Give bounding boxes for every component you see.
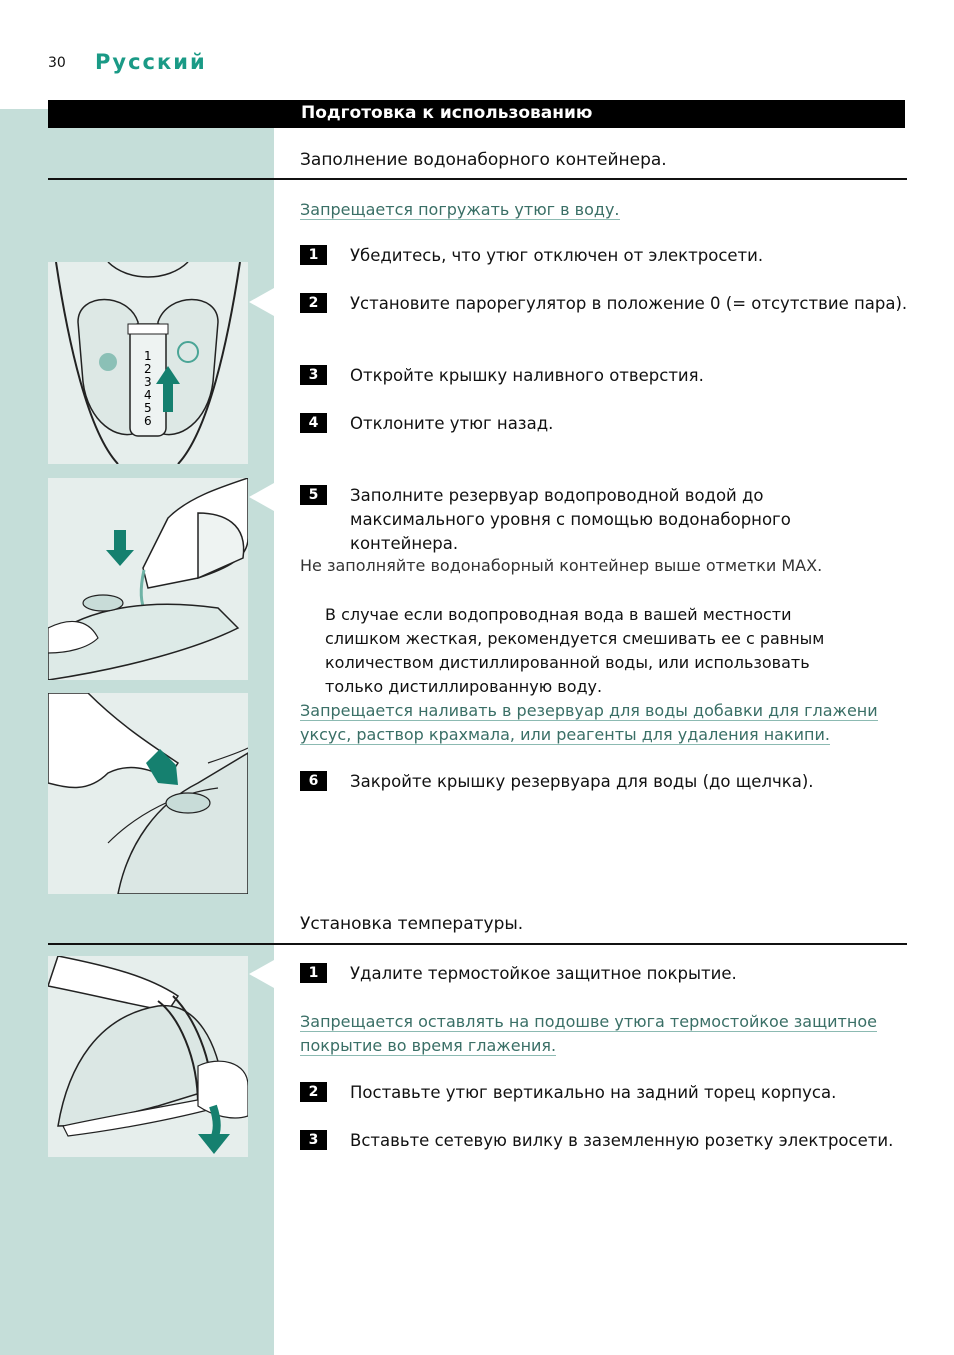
step-text: Поставьте утюг вертикально на задний торец корпуса. xyxy=(350,1083,837,1102)
dial-number: 4 xyxy=(144,388,152,402)
fill-heading: Заполнение водонаборного контейнера. xyxy=(300,150,667,170)
dial-number: 5 xyxy=(144,401,152,415)
warning-cover: Запрещается оставлять на подошве утюга термостойкое защитное покрытие во время глажения. xyxy=(300,1012,877,1055)
tip-hard-water: В случае если водопроводная вода в вашей местности слишком жесткая, рекомендуется смешивать ее с равным количеством дистиллированной воды, или использовать только дистиллированную воду. xyxy=(325,605,825,696)
step-text: Отклоните утюг назад. xyxy=(350,414,554,433)
step-text: Откройте крышку наливного отверстия. xyxy=(350,366,704,385)
close-lid-drawing xyxy=(48,693,248,894)
step-text: Установите парорегулятор в положение 0 (= отсутствие пара). xyxy=(350,294,908,313)
callout-pointer xyxy=(249,483,274,511)
heading-rule xyxy=(48,943,907,945)
step-text: Вставьте сетевую вилку в заземленную розетку электросети. xyxy=(350,1131,894,1150)
step-number: 3 xyxy=(300,1130,327,1150)
step-number: 4 xyxy=(300,413,327,433)
step-text: Заполните резервуар водопроводной водой до максимального уровня с помощью водонаборного контейнера. xyxy=(350,486,791,553)
illustration-steam-dial xyxy=(48,262,248,464)
page-number: 30 xyxy=(48,55,66,71)
step-number: 3 xyxy=(300,365,327,385)
step-number: 6 xyxy=(300,771,327,791)
dry-icon xyxy=(99,353,117,371)
warning-no-immerse: Запрещается погружать утюг в воду. xyxy=(300,200,620,219)
note-max-level: Не заполняйте водонаборный контейнер выше отметки MAX. xyxy=(300,556,823,575)
step-text: Закройте крышку резервуара для воды (до щелчка). xyxy=(350,772,814,791)
language-title: Русский xyxy=(95,50,207,74)
step-number: 2 xyxy=(300,293,327,313)
steam-dial-drawing xyxy=(48,262,248,464)
step-text: Удалите термостойкое защитное покрытие. xyxy=(350,964,737,983)
section-header-bar xyxy=(48,100,905,128)
remove-cover-drawing xyxy=(48,956,248,1157)
arrow-down-icon xyxy=(198,1134,230,1154)
dial-number: 1 xyxy=(144,349,152,363)
dial-number: 6 xyxy=(144,414,152,428)
callout-pointer xyxy=(249,288,274,316)
dial-number: 3 xyxy=(144,375,152,389)
filling-drawing xyxy=(48,478,248,680)
step-number: 2 xyxy=(300,1082,327,1102)
illustration-filling xyxy=(48,478,248,680)
step-number: 1 xyxy=(300,963,327,983)
step-text: Убедитесь, что утюг отключен от электросети. xyxy=(350,246,764,265)
heading-rule xyxy=(48,178,907,180)
illustration-close-lid xyxy=(48,693,248,894)
section-title: Подготовка к использованию xyxy=(301,103,593,123)
step-number: 1 xyxy=(300,245,327,265)
arrow-down-icon xyxy=(106,550,134,566)
step-number: 5 xyxy=(300,485,327,505)
callout-pointer xyxy=(249,960,274,988)
temperature-heading: Установка температуры. xyxy=(300,914,524,934)
warning-additives: Запрещается наливать в резервуар для воды добавки для глажени уксус, раствор крахмала, или реагенты для удаления накипи. xyxy=(300,701,878,744)
dial-number: 2 xyxy=(144,362,152,376)
illustration-remove-cover xyxy=(48,956,248,1157)
